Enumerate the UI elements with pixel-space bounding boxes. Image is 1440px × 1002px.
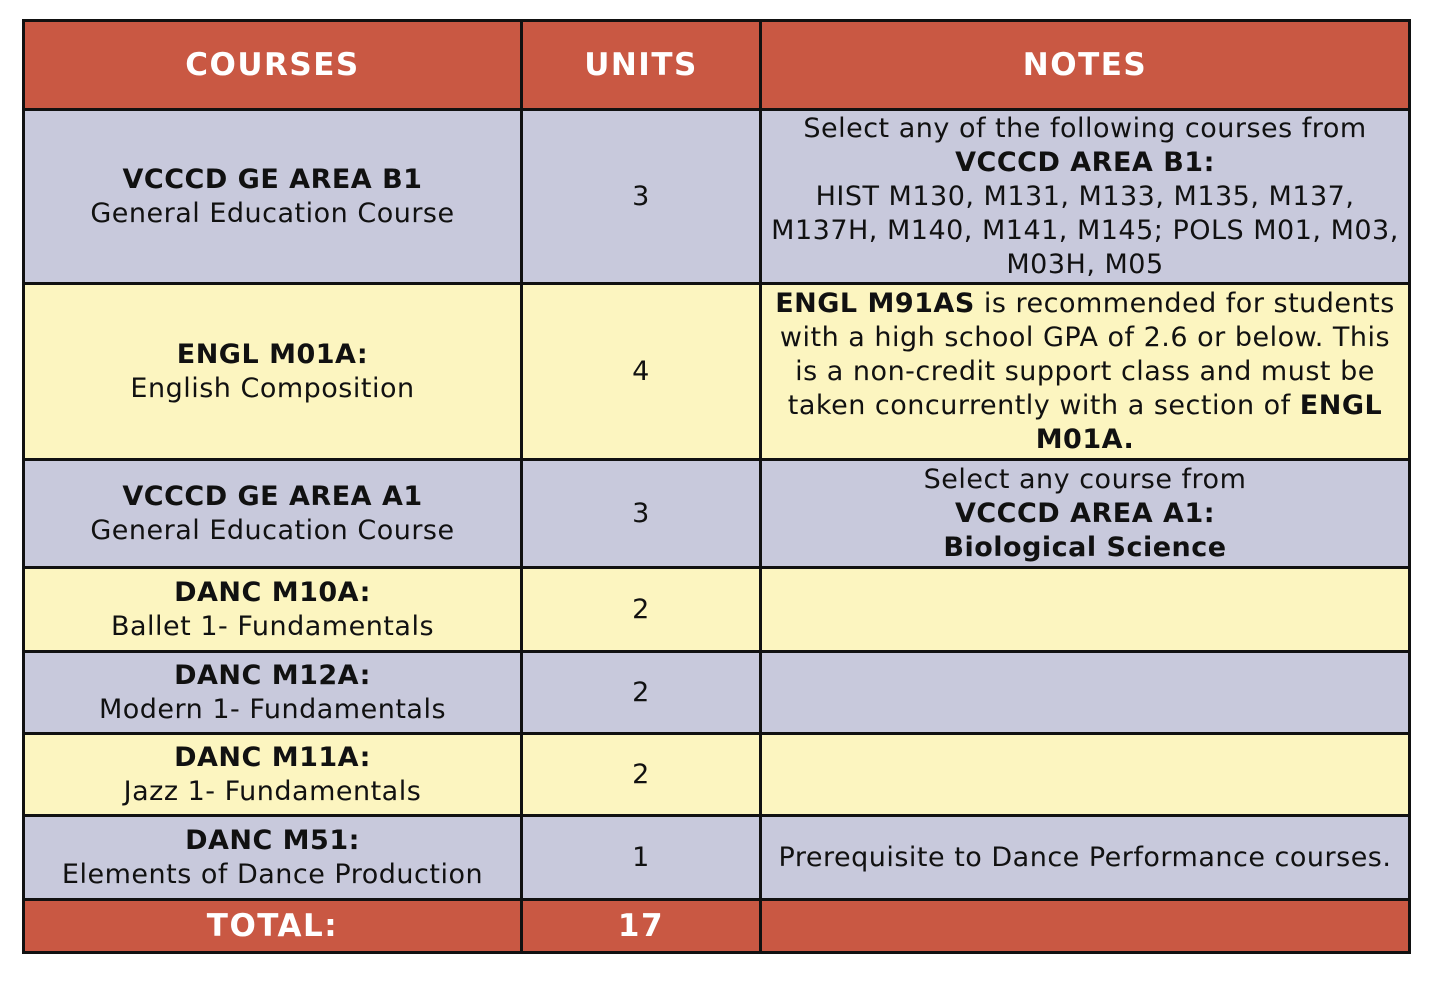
table-row bbox=[24, 652, 1410, 734]
course-cell bbox=[24, 568, 522, 652]
course-cell bbox=[24, 734, 522, 816]
units-cell: 3 bbox=[522, 110, 761, 284]
table-row bbox=[24, 734, 1410, 816]
notes-bold: VCCCD AREA B1: bbox=[955, 146, 1215, 178]
table-row bbox=[24, 110, 1410, 284]
notes-cell bbox=[761, 568, 1410, 652]
course-code: DANC M12A: bbox=[174, 659, 371, 691]
course-title: General Education Course bbox=[90, 197, 455, 229]
notes-cell bbox=[761, 652, 1410, 734]
table-row bbox=[24, 816, 1410, 900]
notes-text: Select any course from bbox=[923, 463, 1247, 495]
course-title: English Composition bbox=[130, 372, 415, 404]
table-row bbox=[24, 460, 1410, 568]
notes-bold: ENGL M01A. bbox=[1035, 389, 1383, 455]
course-table bbox=[22, 19, 1411, 954]
table-row bbox=[24, 284, 1410, 460]
course-cell bbox=[24, 110, 522, 284]
course-code: DANC M10A: bbox=[174, 576, 371, 608]
notes-bold: Biological Science bbox=[943, 531, 1227, 563]
course-code: DANC M51: bbox=[185, 824, 360, 856]
total-notes bbox=[761, 900, 1410, 953]
course-cell bbox=[24, 652, 522, 734]
units-cell: 2 bbox=[522, 652, 761, 734]
header-courses: COURSES bbox=[24, 21, 522, 110]
table-row bbox=[24, 568, 1410, 652]
course-cell bbox=[24, 284, 522, 460]
units-cell: 1 bbox=[522, 816, 761, 900]
notes-text: is recommended for students with a high school GPA of 2.6 or below. This is a non-credit support class and must be taken concurrently with a section of bbox=[779, 287, 1395, 421]
notes-cell bbox=[761, 284, 1410, 460]
course-cell bbox=[24, 816, 522, 900]
notes-cell bbox=[761, 460, 1410, 568]
header-units: UNITS bbox=[522, 21, 761, 110]
course-code: VCCCD GE AREA A1 bbox=[122, 480, 423, 512]
course-title: Jazz 1- Fundamentals bbox=[123, 775, 422, 807]
course-code: VCCCD GE AREA B1 bbox=[122, 163, 423, 195]
notes-cell bbox=[761, 110, 1410, 284]
course-code: DANC M11A: bbox=[174, 741, 371, 773]
notes-cell bbox=[761, 734, 1410, 816]
course-title: Modern 1- Fundamentals bbox=[98, 693, 447, 725]
course-title: Elements of Dance Production bbox=[61, 858, 484, 890]
notes-bold: VCCCD AREA A1: bbox=[954, 497, 1216, 529]
header-notes: NOTES bbox=[761, 21, 1410, 110]
course-cell bbox=[24, 460, 522, 568]
total-units: 17 bbox=[522, 900, 761, 953]
notes-bold: ENGL M91AS bbox=[775, 287, 975, 319]
course-title: General Education Course bbox=[90, 514, 455, 546]
notes-text: Select any of the following courses from bbox=[803, 112, 1367, 144]
units-cell: 2 bbox=[522, 568, 761, 652]
notes-text: HIST M130, M131, M133, M135, M137, M137H, M140, M141, M145; POLS M01, M03, M03H, M05 bbox=[771, 180, 1399, 280]
course-title: Ballet 1- Fundamentals bbox=[110, 610, 435, 642]
units-cell: 2 bbox=[522, 734, 761, 816]
course-code: ENGL M01A: bbox=[176, 338, 369, 370]
units-cell: 4 bbox=[522, 284, 761, 460]
total-row bbox=[24, 900, 1410, 953]
table-header-row bbox=[24, 21, 1410, 110]
total-label: TOTAL: bbox=[24, 900, 522, 953]
units-cell: 3 bbox=[522, 460, 761, 568]
notes-cell: Prerequisite to Dance Performance courses. bbox=[761, 816, 1410, 900]
